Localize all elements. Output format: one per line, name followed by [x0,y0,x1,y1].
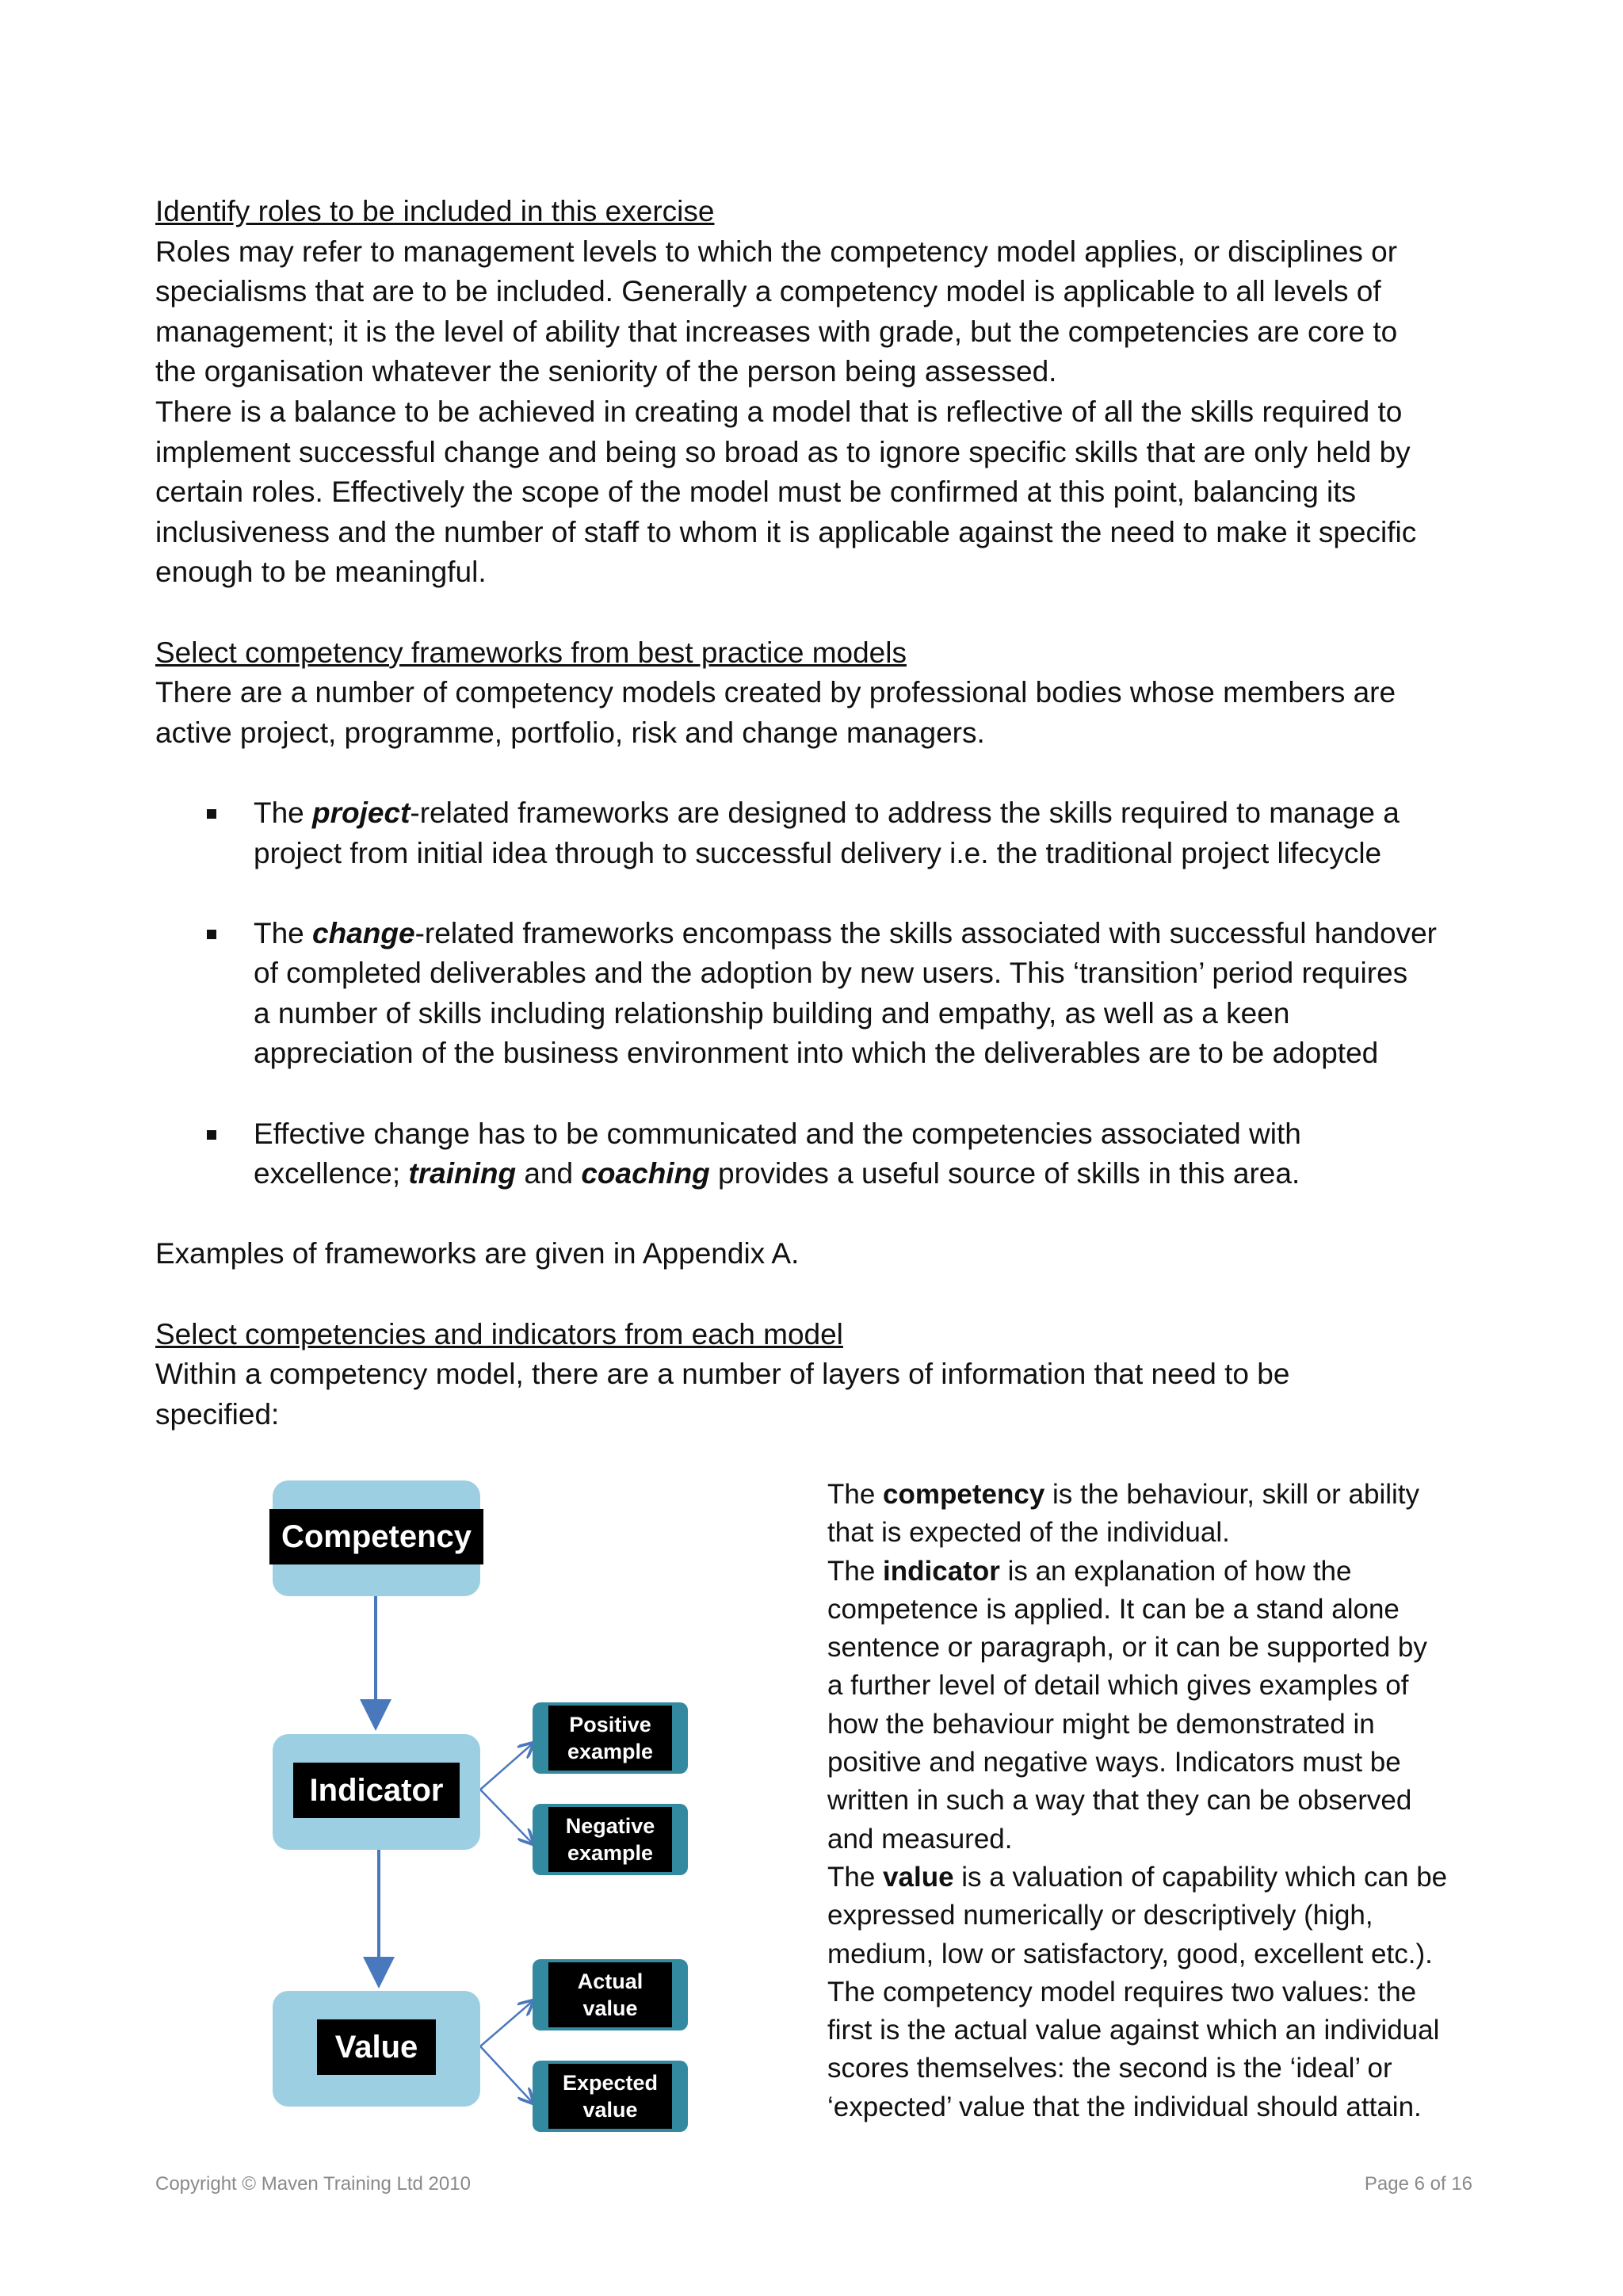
actual-value-node [533,1959,688,2030]
value-definition: The value is a valuation of capability which can be [827,1861,1448,1893]
paragraph-line: first is the actual value against which an individual [827,2015,1440,2046]
value-label: Value [317,2019,436,2075]
value-node [273,1991,480,2107]
bullet-square-icon [207,809,216,819]
paragraph-line: sentence or paragraph, or it can be supported by [827,1632,1427,1664]
paragraph-line: positive and negative ways. Indicators must be [827,1747,1401,1778]
paragraph-line: inclusiveness and the number of staff to whom it is applicable against the need to make it specific [155,515,1417,548]
arrow-indicator-negative [480,1790,533,1843]
paragraph-line: expressed numerically or descriptively (high, [827,1900,1373,1931]
paragraph-line: There is a balance to be achieved in creating a model that is reflective of all the skills required to [155,395,1403,428]
bullet-communication: Effective change has to be communicated and the competencies associated with excellence; training and coaching provides a useful source of skills in this area. [155,1114,1487,1194]
paragraph-line: ‘expected’ value that the individual should attain. [827,2091,1422,2122]
bullet-square-icon [207,1130,216,1140]
indicator-node [273,1734,480,1850]
paragraph-line: the organisation whatever the seniority of the person being assessed. [155,355,1057,388]
paragraph-line: written in such a way that they can be observed [827,1785,1412,1817]
actual-value-label: Actual value [548,1962,672,2027]
paragraph-line: There are a number of competency models created by professional bodies whose members are [155,676,1396,709]
paragraph-line: The competency model requires two values: the [827,1976,1417,2008]
paragraph-line: how the behaviour might be demonstrated in [827,1708,1375,1740]
negative-example-node [533,1804,688,1875]
bullet-square-icon [207,930,216,939]
section-heading-roles: Identify roles to be included in this exercise [155,195,715,227]
arrow-indicator-positive [480,1744,533,1790]
section-heading-frameworks: Select competency frameworks from best practice models [155,636,907,669]
paragraph-line: competence is applied. It can be a stand alone [827,1593,1400,1625]
indicator-label: Indicator [293,1763,460,1818]
paragraph-line: and measured. [827,1823,1013,1855]
document-body [155,192,1487,1435]
paragraph-line: that is expected of the individual. [827,1517,1230,1549]
competency-definition: The competency is the behaviour, skill or ability [827,1479,1420,1510]
framework-bullet-list [155,793,1487,1194]
negative-example-label: Negative example [548,1807,672,1872]
paragraph-line: specified: [155,1397,280,1431]
paragraph-line: certain roles. Effectively the scope of the model must be confirmed at this point, balancing its [155,476,1357,509]
paragraph-line: implement successful change and being so broad as to ignore specific skills that are only held by [155,435,1411,468]
expected-value-label: Expected value [548,2064,672,2129]
section-heading-indicators: Select competencies and indicators from each model [155,1317,843,1350]
positive-example-label: Positive example [548,1706,672,1771]
paragraph-line: management; it is the level of ability that increases with grade, but the competencies are core to [155,315,1398,348]
arrow-value-actual [480,2001,533,2046]
paragraph-line: specialisms that are to be included. Generally a competency model is applicable to all levels of [155,275,1381,308]
paragraph-line: enough to be meaningful. [155,556,487,589]
footer-copyright: Copyright © Maven Training Ltd 2010 [155,2173,471,2195]
positive-example-node [533,1702,688,1774]
bullet-change: The change-related frameworks encompass the skills associated with successful handover of completed deliverables and the adoption by new users. This ‘transition’ period requires a number of skills including relationship building and empathy, as well as a keen appreciation of the business environment into which the deliverables are to be adopted [155,914,1487,1074]
appendix-note: Examples of frameworks are given in Appendix A. [155,1237,800,1270]
paragraph-line: active project, programme, portfolio, risk and change managers. [155,716,985,749]
paragraph-line: a further level of detail which gives examples of [827,1670,1409,1702]
diagram-explanation [827,1476,1485,2126]
paragraph-line: Roles may refer to management levels to which the competency model applies, or disciplines or [155,235,1398,268]
competency-diagram [262,1473,697,2138]
arrow-value-expected [480,2046,533,2103]
competency-label: Competency [269,1509,483,1564]
paragraph-line: Within a competency model, there are a number of layers of information that need to be [155,1358,1290,1391]
indicator-definition: The indicator is an explanation of how the [827,1555,1352,1587]
paragraph-line: medium, low or satisfactory, good, excellent etc.). [827,1938,1433,1969]
footer-page-number: Page 6 of 16 [1364,2173,1472,2195]
paragraph-line: scores themselves: the second is the ‘ideal’ or [827,2053,1392,2084]
expected-value-node [533,2061,688,2132]
competency-node [273,1480,480,1596]
bullet-project: The project-related frameworks are designed to address the skills required to manage a project from initial idea through to successful delivery i.e. the traditional project lifecycle [155,793,1487,873]
